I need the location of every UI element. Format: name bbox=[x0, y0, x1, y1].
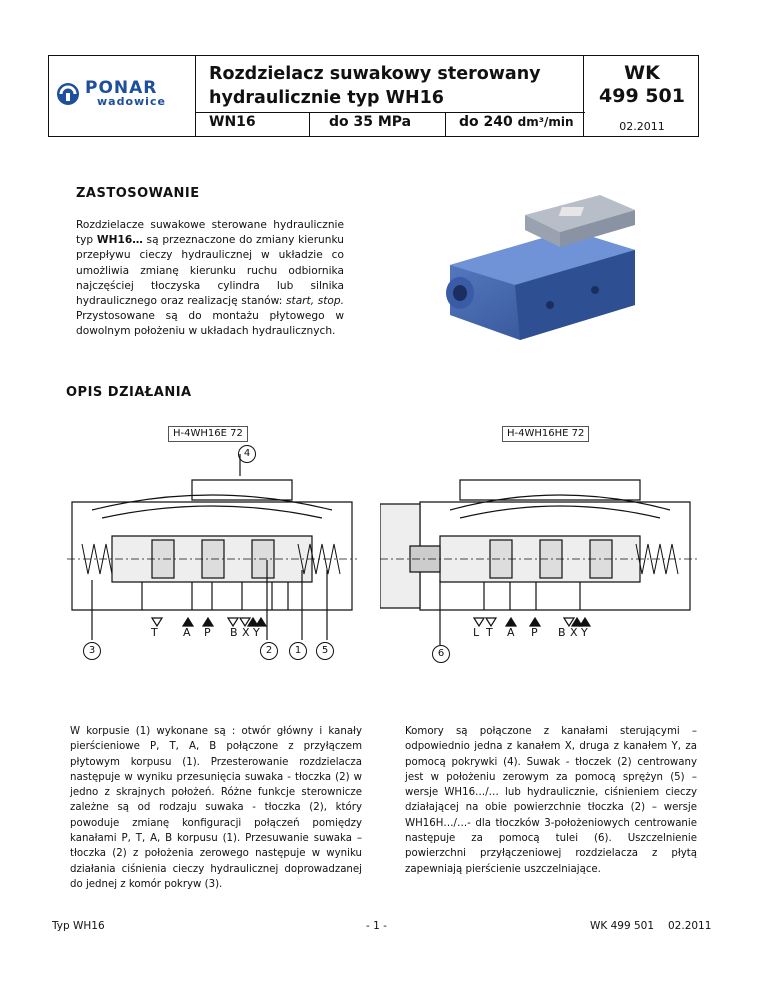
port-label: A bbox=[507, 626, 515, 639]
header-divider bbox=[195, 112, 585, 113]
ponar-logo bbox=[55, 80, 189, 108]
footer-code: WK 499 501 bbox=[590, 920, 655, 932]
text-run: są przeznaczone do zmiany kierunku przepływu cieczy hydraulicznej w układzie co umożliwia zmianę kierunku ruchu odbiornika najczęściej tłoczyska cylindra lub silnika hydraulicznego oraz realizację stanów: bbox=[76, 234, 345, 308]
text-run: WH16… bbox=[96, 234, 143, 247]
flow-number: do 240 bbox=[459, 114, 513, 130]
cross-section-diagram-right bbox=[380, 460, 700, 665]
title-line: hydraulicznie typ WH16 bbox=[209, 88, 444, 108]
footer-type: Typ WH16 bbox=[52, 920, 105, 932]
title-line: Rozdzielacz suwakowy sterowany bbox=[209, 64, 541, 84]
port-label: B bbox=[230, 626, 238, 639]
callout-5: 5 bbox=[316, 642, 334, 660]
port-label: T bbox=[151, 626, 158, 639]
header-date: 02.2011 bbox=[619, 120, 665, 133]
header-divider bbox=[309, 112, 310, 136]
callout-4: 4 bbox=[238, 445, 256, 463]
diagram-left-label: H-4WH16E 72 bbox=[168, 426, 248, 442]
size-value: WN16 bbox=[209, 114, 256, 130]
port-label: Y bbox=[253, 626, 260, 639]
port-label: P bbox=[531, 626, 538, 639]
port-label: X bbox=[242, 626, 250, 639]
flow-value bbox=[459, 114, 574, 130]
port-label: X bbox=[570, 626, 578, 639]
flow-unit: dm³/min bbox=[517, 115, 574, 129]
header-divider bbox=[195, 56, 196, 136]
text-run: Rozdzielacze suwakowe sterowane hydraulicznie typ bbox=[76, 219, 344, 247]
operation-text-column-1: W korpusie (1) wykonane są : otwór główny i kanały pierścieniowe P, T, A, B połączone z przyłączem płytowym korpusu (1). Przesterowanie rozdzielacza następuje w wyniku przesunięcia suwaka - tłoczka (2) w jedno z skrajnych położeń. Różne funkcje sterownicze zależne są od rodzaju suwaka - tłoczka (2), który powoduje zmianę konfiguracji połączeń pomiędzy kanałami P, T, A, B korpusu (1). Przesuwanie suwaka – tłoczka (2) z położenia zerowego następuje w wyniku działania ciśnienia cieczy hydraulicznej doprowadzanej do jednej z komór pokryw (3). bbox=[70, 726, 362, 890]
port-label: A bbox=[183, 626, 191, 639]
operation-text-column-2: Komory są połączone z kanałami sterującymi – odpowiednio jedna z kanałem X, druga z kanałem Y, za pomocą pokrywki (4). Suwak - tłoczek (2) centrowany jest w położeniu zerowym za pomocą sprężyn (5) – wersje WH16…/… lub hydraulicznie, ciśnieniem cieczy działającej na obie powierzchnie tłoczka (2) – wersje WH16H…/…- dla tłoczków 3-położeniowych centrowanie następuje za pomocą tulei (6). Uszczelnienie powierzchni przyłączeniowej rozdzielacza z płytą zapewniają pierścienie uszczelniające. bbox=[405, 726, 697, 875]
brand-sub: wadowice bbox=[97, 95, 166, 108]
brand-name: PONAR bbox=[85, 78, 158, 98]
text-run: start, stop. bbox=[286, 295, 344, 308]
catalog-code bbox=[589, 62, 695, 108]
code-line: WK bbox=[624, 62, 660, 84]
section-heading: ZASTOSOWANIE bbox=[76, 186, 200, 201]
code-line: 499 501 bbox=[599, 85, 685, 107]
header-divider bbox=[445, 112, 446, 136]
callout-6: 6 bbox=[432, 645, 450, 663]
footer-date: 02.2011 bbox=[668, 920, 712, 932]
header-divider bbox=[583, 56, 584, 136]
section-heading: OPIS DZIAŁANIA bbox=[66, 385, 192, 400]
page-title bbox=[209, 62, 541, 110]
port-label: B bbox=[558, 626, 566, 639]
valve-product-image bbox=[420, 185, 650, 345]
port-label: T bbox=[486, 626, 493, 639]
application-text bbox=[76, 218, 344, 340]
port-label: L bbox=[473, 626, 480, 639]
diagram-right-label: H-4WH16HE 72 bbox=[502, 426, 589, 442]
text-run: Przystosowane są do montażu płytowego w dowolnym położeniu w układach hydraulicznych. bbox=[76, 310, 344, 338]
page-number: - 1 - bbox=[366, 920, 387, 932]
port-label: P bbox=[204, 626, 211, 639]
cross-section-diagram-left bbox=[62, 440, 362, 665]
pressure-value: do 35 MPa bbox=[329, 114, 412, 130]
callout-3: 3 bbox=[83, 642, 101, 660]
port-label: Y bbox=[581, 626, 588, 639]
callout-1: 1 bbox=[289, 642, 307, 660]
header-box bbox=[48, 55, 699, 137]
callout-2: 2 bbox=[260, 642, 278, 660]
